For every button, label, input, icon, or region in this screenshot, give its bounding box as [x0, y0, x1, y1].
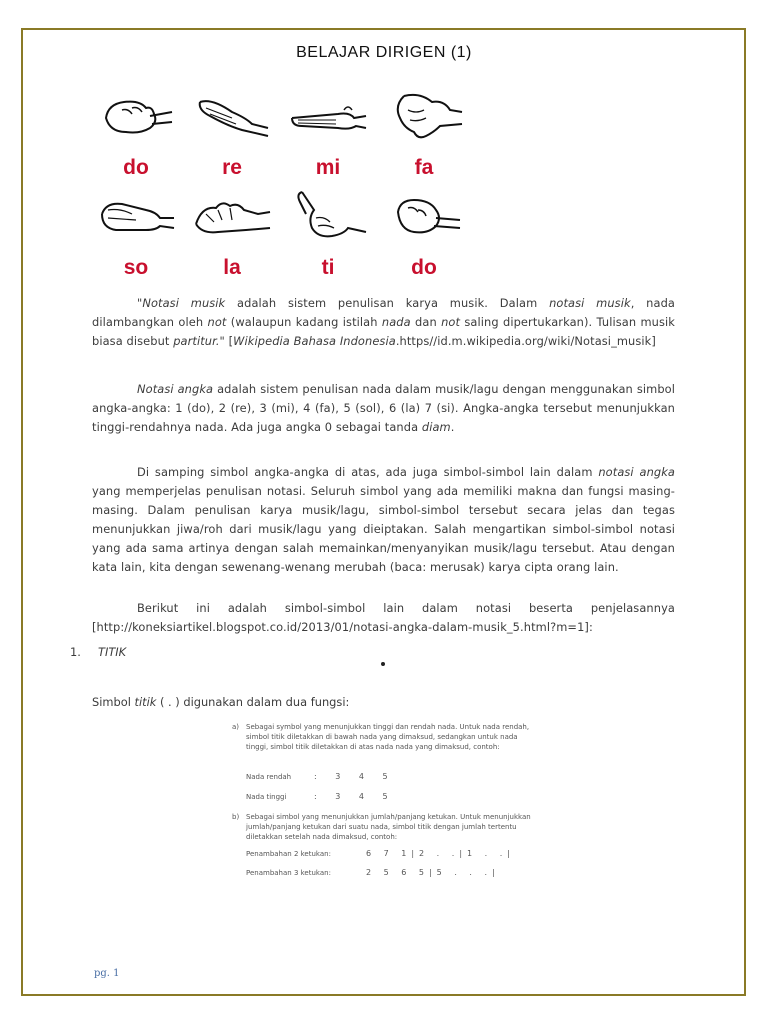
text-span: Wikipedia Bahasa Indonesia — [233, 334, 396, 348]
list-item-titik — [70, 645, 126, 659]
hand-sign-ti — [284, 188, 372, 283]
reference-link[interactable]: Berikut ini adalah simbol-simbol lain dalam notasi beserta penjelasannya [http://koneksiartikel.blogspot.co.id/2013/01/notasi-angka-dalam-musik_5.html?m=1]: — [92, 601, 675, 634]
text-span: . — [450, 420, 455, 434]
text-span: Simbol — [92, 695, 135, 709]
paragraph-notasi-musik — [92, 294, 675, 351]
hand-sign-la — [188, 188, 276, 283]
note-text: Sebagai symbol yang menunjukkan tinggi dan rendah nada. Untuk nada rendah, simbol titik diletakkan di bawah nada yang dimaksud, sedangkan untuk nada tinggi, simbol titik diletakkan di atas nada nada yang dimaksud, contoh: — [246, 723, 530, 751]
hand-label-la: la — [223, 256, 241, 279]
hand-sign-do-high — [380, 188, 468, 283]
ketukan-3-values: 2 5 6 5|5 . . .| — [366, 868, 500, 877]
note-marker: b) — [232, 813, 240, 821]
nada-rendah-label: Nada rendah — [246, 773, 292, 781]
paragraph-berikut — [92, 599, 675, 637]
text-span: Notasi angka — [137, 382, 214, 396]
flat-hand-icon — [288, 88, 368, 148]
page-title: BELAJAR DIRIGEN (1) — [296, 44, 472, 61]
hand-label-re: re — [222, 156, 242, 179]
pointing-down-hand-icon — [384, 88, 464, 148]
text-span: titik — [134, 695, 157, 709]
ketukan-2-label: Penambahan 2 ketukan: — [246, 850, 331, 858]
hand-label-do-high: do — [411, 256, 437, 279]
text-span: adalah sistem penulisan karya musik. Dalam — [225, 296, 550, 310]
hand-sign-fa — [380, 88, 468, 183]
hand-sign-do — [92, 88, 180, 183]
wikipedia-link[interactable]: .https//id.m.wikipedia.org/wiki/Notasi_musik] — [395, 334, 656, 348]
ketukan-2-row — [246, 849, 515, 859]
hand-label-do: do — [123, 156, 149, 179]
relaxed-hand-icon — [192, 188, 272, 248]
ketukan-3-label: Penambahan 3 ketukan: — [246, 869, 331, 877]
text-span: yang memperjelas penulisan notasi. Seluruh simbol yang ada memiliki makna dan fungsi masing-masing. Dalam penulisan karya musik/lagu, simbol-simbol tersebut secara jelas dan tegas menunjukkan jiwa/roh dari musik/lagu yang dieiptakan. Salah mengartikan simbol-simbol notasi yang ada sama artinya dengan salah memainkan/menyanyikan musik/lagu tersebut. Atau dengan kata lain, kita dengan sewenang-wenang merubah (baca: merusak) karya cipta orang lain. — [92, 484, 675, 574]
nada-tinggi-row — [246, 792, 396, 802]
nada-tinggi-label: Nada tinggi — [246, 793, 287, 801]
text-span: partitur." — [173, 334, 225, 348]
nada-rendah-row — [246, 772, 396, 782]
ketukan-3-row — [246, 868, 500, 878]
paragraph-simbol-lain — [92, 463, 675, 577]
list-label: TITIK — [98, 645, 127, 659]
text-span: not — [207, 315, 227, 329]
slanted-hand-icon — [192, 88, 272, 148]
nada-tinggi-values: : 3 4 5 — [314, 792, 396, 801]
text-span: saling dipertukarkan). Tulisan musik biasa disebut — [92, 315, 675, 348]
hand-label-mi: mi — [315, 156, 341, 179]
paragraph-notasi-angka — [92, 380, 675, 437]
dot-symbol — [381, 662, 385, 666]
hand-sign-mi — [284, 88, 372, 183]
fist-hand-icon — [96, 88, 176, 148]
note-marker: a) — [232, 723, 240, 731]
note-text: Sebagai simbol yang menunjukkan jumlah/panjang ketukan. Untuk menunjukkan jumlah/panjang ketukan dari suatu nada, simbol titik dengan jumlah tertentu diletakkan setelah nada dimaksud, contoh: — [246, 813, 531, 841]
text-span: [ — [224, 334, 234, 348]
hand-label-fa: fa — [414, 156, 434, 179]
text-span: notasi angka — [598, 465, 675, 479]
hand-sign-so — [92, 188, 180, 283]
text-span: diam — [421, 420, 451, 434]
hand-signs-figure — [92, 88, 472, 283]
ketukan-2-values: 6 7 1|2 . .|1 . .| — [366, 849, 515, 858]
symbol-titik-line — [92, 695, 349, 709]
nada-rendah-values: : 3 4 5 — [314, 772, 396, 781]
hand-label-ti: ti — [321, 256, 335, 279]
text-span: notasi musik — [549, 296, 631, 310]
pointing-up-hand-icon — [288, 188, 368, 248]
text-span: adalah sistem penulisan nada dalam musik/lagu dengan menggunakan simbol angka-angka: 1 (do), 2 (re), 3 (mi), 4 (fa), 5 (sol), 6 (la) 7 (si). Angka-angka tersebut menunjukkan tinggi-rendahnya nada. Ada juga angka 0 sebagai tanda — [92, 382, 675, 434]
fist-hand-icon — [384, 188, 464, 248]
text-span: dan — [410, 315, 442, 329]
text-span: not — [441, 315, 461, 329]
hand-sign-re — [188, 88, 276, 183]
text-span: , nada dilambangkan oleh — [92, 296, 675, 329]
text-span: (walaupun kadang istilah — [226, 315, 382, 329]
hand-label-so: so — [123, 256, 149, 279]
page-number: pg. 1 — [94, 968, 120, 979]
open-palm-hand-icon — [96, 188, 176, 248]
list-number: 1. — [70, 645, 81, 659]
text-span: Di samping simbol angka-angka di atas, ada juga simbol-simbol lain dalam — [137, 465, 599, 479]
text-span: nada — [381, 315, 411, 329]
text-span: "Notasi musik — [137, 296, 226, 310]
text-span: ( . ) digunakan dalam dua fungsi: — [156, 695, 350, 709]
